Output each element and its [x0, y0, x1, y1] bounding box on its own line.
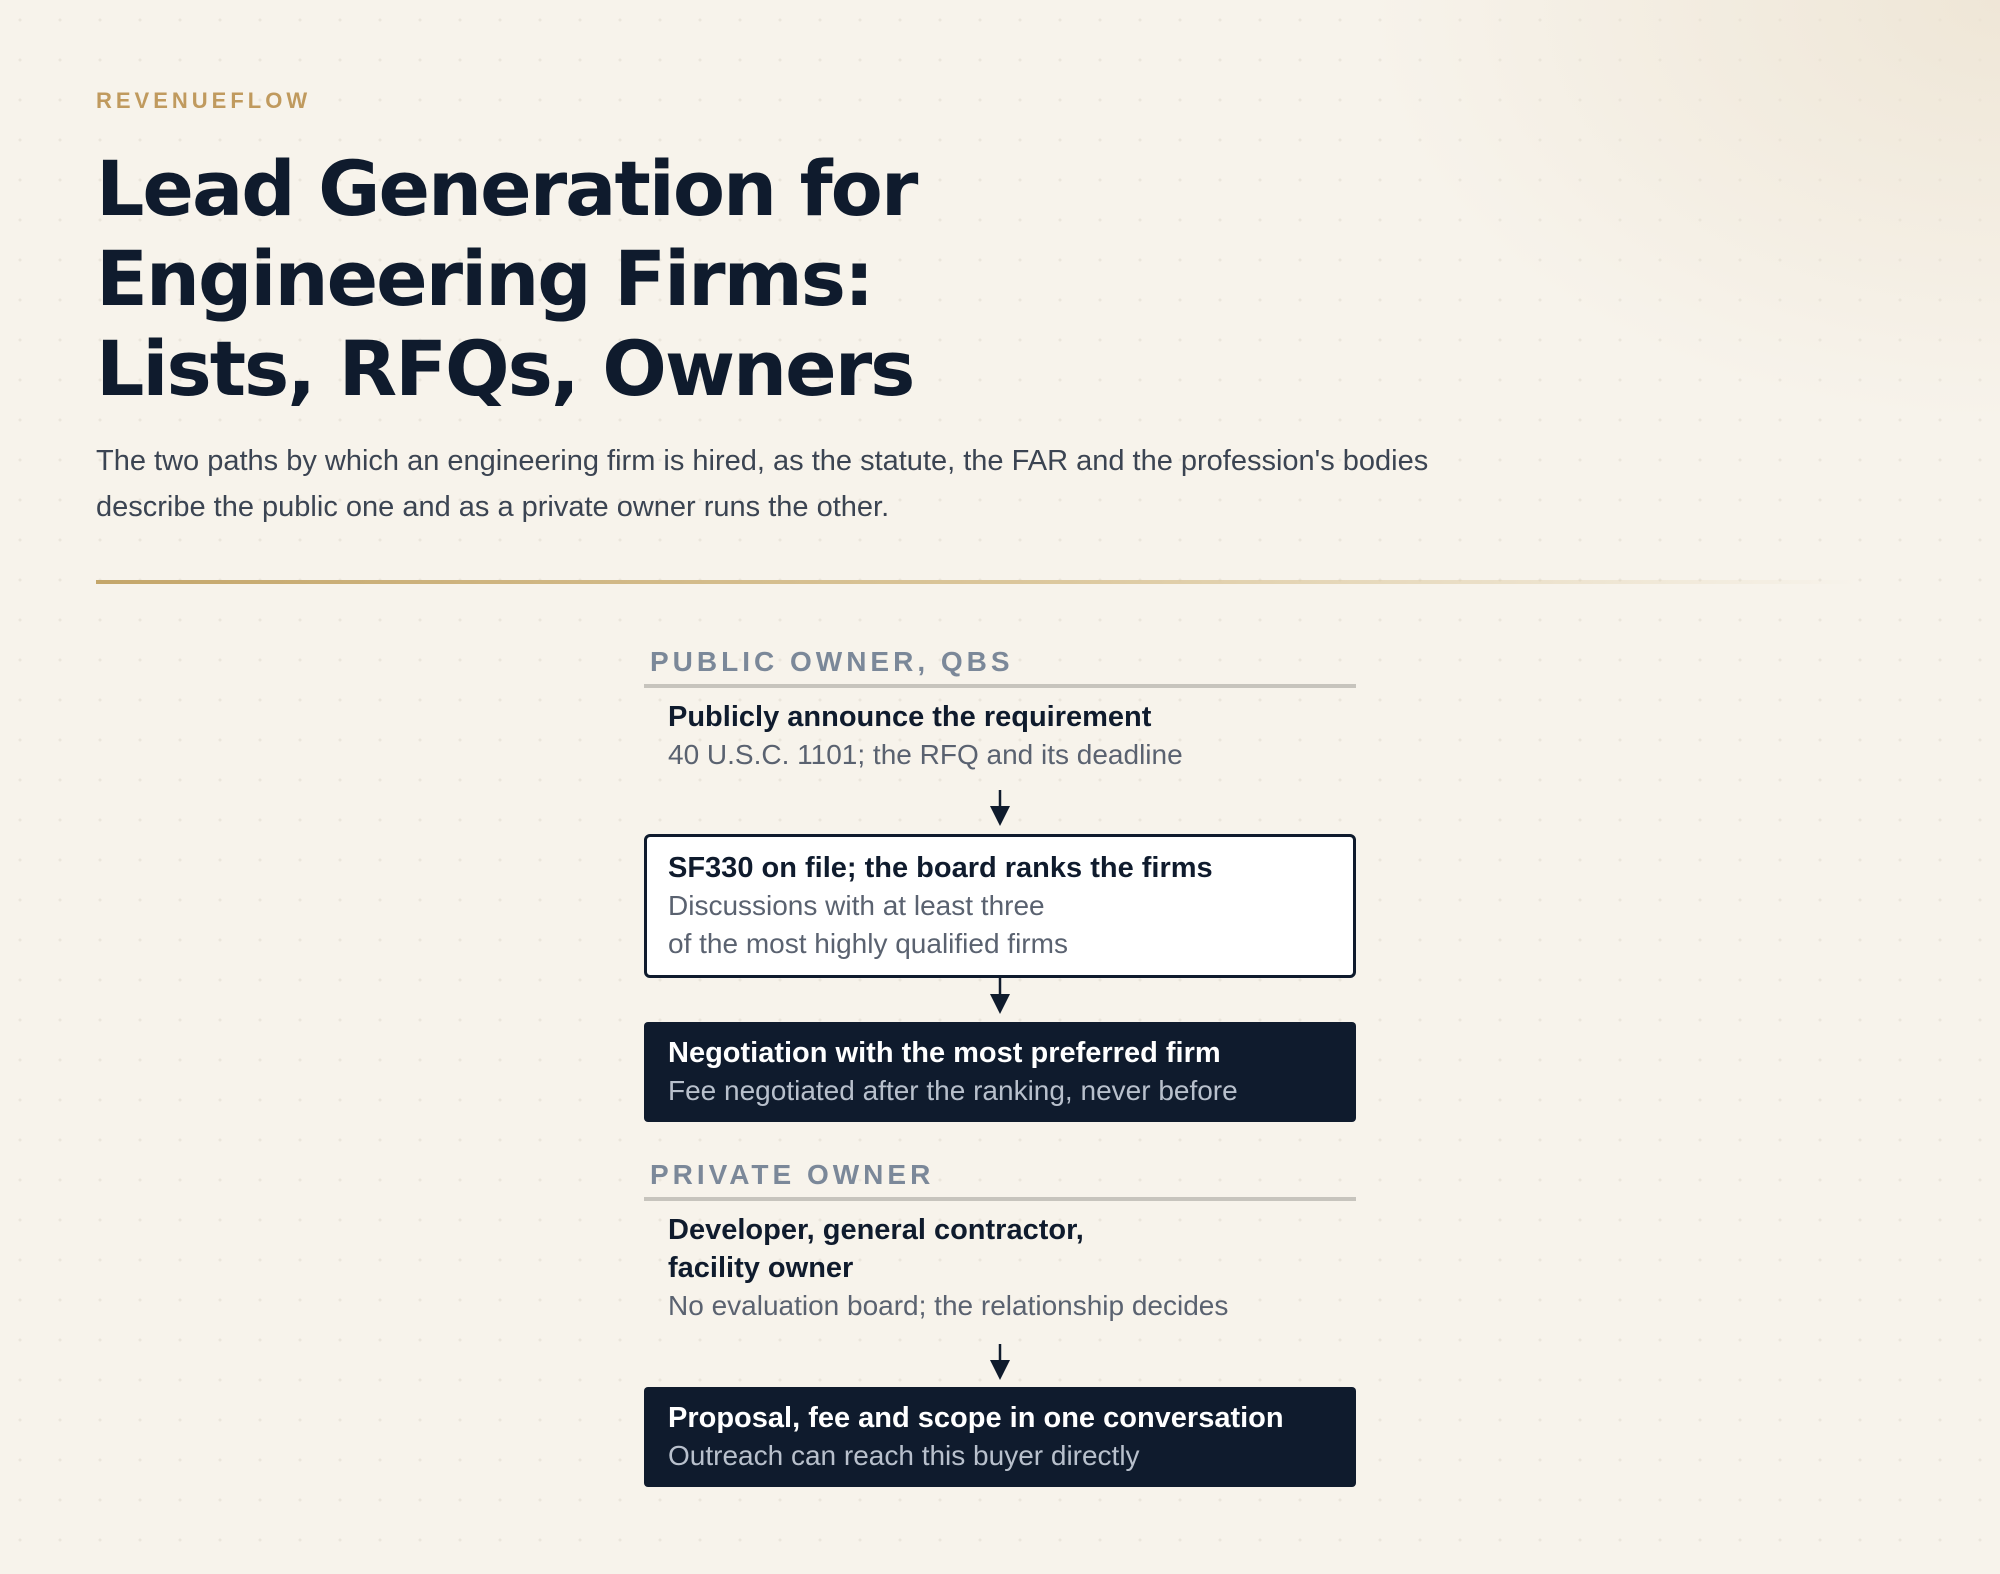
public-step-announce-detail: 40 U.S.C. 1101; the RFQ and its deadline [668, 739, 1183, 770]
public-step-announce [644, 698, 1356, 774]
public-step-ranking-title: SF330 on file; the board ranks the firms [668, 852, 1213, 884]
public-section-line [644, 684, 1356, 688]
page-title: Lead Generation for Engineering Firms: Lists, RFQs, Owners [96, 144, 917, 413]
private-section-label: PRIVATE OWNER [650, 1159, 935, 1190]
arrow-down-icon [988, 1344, 1012, 1380]
arrow-down-icon [988, 978, 1012, 1014]
private-step-buyer [644, 1211, 1356, 1325]
public-step-ranking-detail-continued: of the most highly qualified firms [668, 928, 1068, 959]
arrow-down-icon [988, 790, 1012, 826]
public-step-ranking-detail: Discussions with at least three [668, 890, 1045, 921]
private-section-line [644, 1197, 1356, 1201]
private-step-buyer-title: Developer, general contractor, [668, 1214, 1084, 1246]
public-step-negotiation [644, 1022, 1356, 1122]
public-step-negotiation-title: Negotiation with the most preferred firm [668, 1037, 1221, 1069]
brand-eyebrow: REVENUEFLOW [96, 88, 312, 113]
public-step-announce-title: Publicly announce the requirement [668, 701, 1152, 733]
private-step-buyer-title-continued: facility owner [668, 1252, 854, 1284]
header-divider [96, 580, 1856, 584]
public-step-negotiation-detail: Fee negotiated after the ranking, never before [668, 1075, 1238, 1106]
page-subtitle: The two paths by which an engineering firm is hired, as the statute, the FAR and the profession's bodies describe the public one and as a private owner runs the other. [96, 445, 1429, 523]
private-step-buyer-detail: No evaluation board; the relationship decides [668, 1290, 1229, 1321]
public-section-label: PUBLIC OWNER, QBS [650, 646, 1014, 677]
private-step-proposal-title: Proposal, fee and scope in one conversation [668, 1402, 1284, 1434]
private-step-proposal [644, 1387, 1356, 1487]
private-step-proposal-detail: Outreach can reach this buyer directly [668, 1440, 1140, 1471]
public-step-ranking [644, 834, 1356, 978]
